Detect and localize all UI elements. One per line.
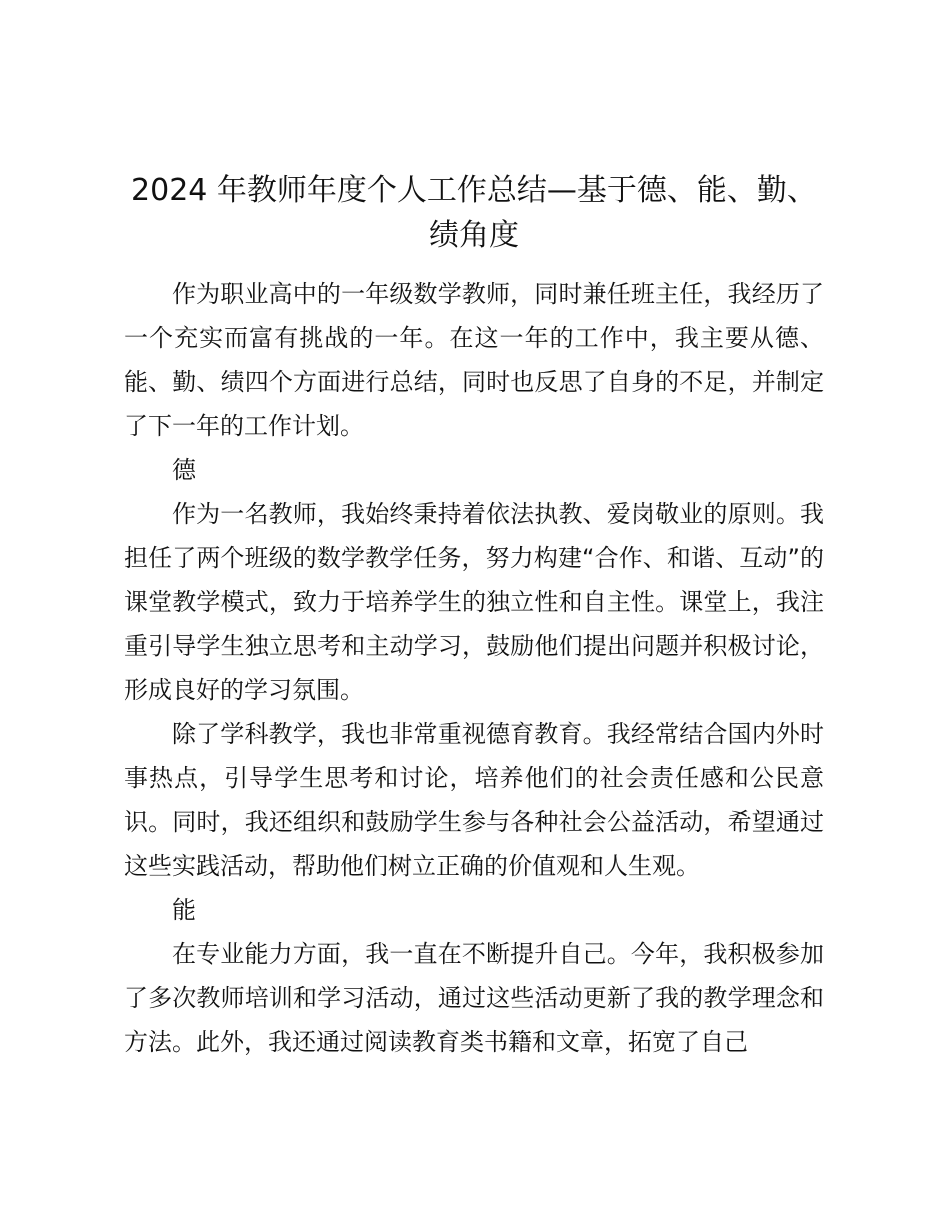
neng-paragraph-1: 在专业能力方面，我一直在不断提升自己。今年，我积极参加了多次教师培训和学习活动，通过这些活动更新了我的教学理念和方法。此外，我还通过阅读教育类书籍和文章，拓宽了自己 bbox=[124, 940, 824, 1056]
de-paragraph-2: 除了学科教学，我也非常重视德育教育。我经常结合国内外时事热点，引导学生思考和讨论，培养他们的社会责任感和公民意识。同时，我还组织和鼓励学生参与各种社会公益活动，希望通过这些实践活动，帮助他们树立正确的价值观和人生观。 bbox=[124, 720, 824, 880]
section-heading-de: 德 bbox=[172, 456, 196, 484]
document-title: 2024 年教师年度个人工作总结—基于德、能、勤、绩角度 bbox=[131, 173, 817, 253]
de-paragraph-1: 作为一名教师，我始终秉持着依法执教、爱岗敬业的原则。我担任了两个班级的数学教学任务，努力构建“合作、和谐、互动”的课堂教学模式，致力于培养学生的独立性和自主性。课堂上，我注重引导学生独立思考和主动学习，鼓励他们提出问题并积极讨论，形成良好的学习氛围。 bbox=[124, 500, 824, 704]
intro-paragraph: 作为职业高中的一年级数学教师，同时兼任班主任，我经历了一个充实而富有挑战的一年。在这一年的工作中，我主要从德、能、勤、绩四个方面进行总结，同时也反思了自身的不足，并制定了下一年的工作计划。 bbox=[124, 280, 824, 440]
section-heading-neng: 能 bbox=[172, 896, 196, 924]
document-page bbox=[124, 168, 824, 1064]
